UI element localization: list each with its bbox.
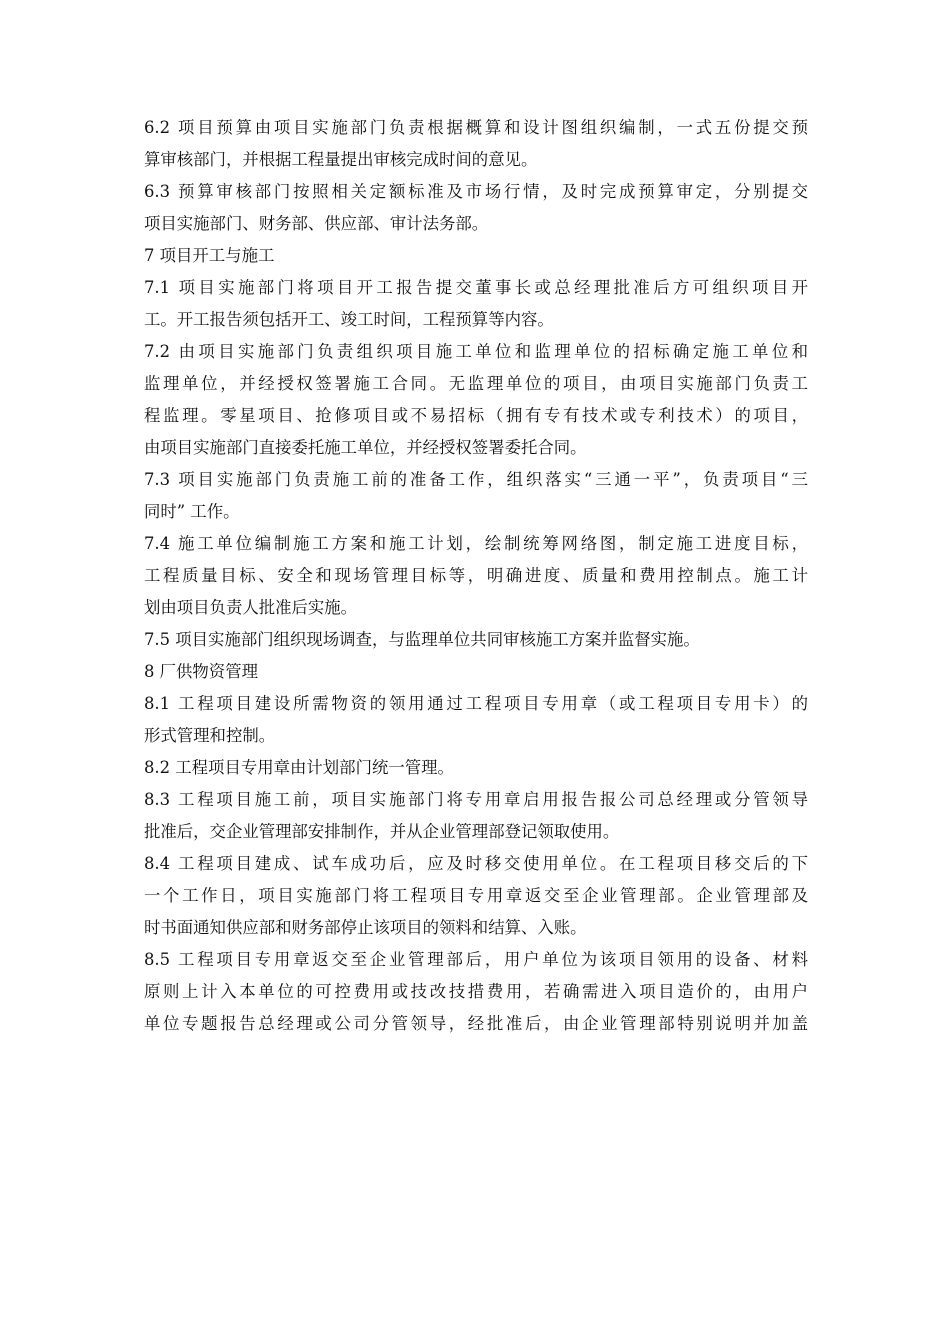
text-line: 程监理。零星项目、抢修项目或不易招标（拥有专有技术或专利技术）的项目， xyxy=(144,406,808,425)
text-line: 工。开工报告须包括开工、竣工时间，工程预算等内容。 xyxy=(144,310,554,329)
text-line: 形式管理和控制。 xyxy=(144,726,276,745)
text-line: 批准后，交企业管理部安排制作，并从企业管理部登记领取使用。 xyxy=(144,822,620,841)
text-line: 原则上计入本单位的可控费用或技改技措费用，若确需进入项目造价的，由用户 xyxy=(144,982,808,1001)
text-line: 工程质量目标、安全和现场管理目标等，明确进度、质量和费用控制点。施工计 xyxy=(144,566,808,585)
text-line: 8.5 工程项目专用章返交至企业管理部后，用户单位为该项目领用的设备、材料 xyxy=(144,950,808,969)
text-line: 时书面通知供应部和财务部停止该项目的领料和结算、入账。 xyxy=(144,918,587,937)
text-line: 划由项目负责人批准后实施。 xyxy=(144,598,358,617)
text-line: 8.2 工程项目专用章由计划部门统一管理。 xyxy=(144,758,454,777)
text-line: 7.4 施工单位编制施工方案和施工计划，绘制统筹网络图，制定施工进度目标， xyxy=(144,534,808,553)
text-line: 8.4 工程项目建成、试车成功后，应及时移交使用单位。在工程项目移交后的下 xyxy=(144,854,808,873)
text-line: 同时” 工作。 xyxy=(144,502,240,521)
text-line: 7.1 项目实施部门将项目开工报告提交董事长或总经理批准后方可组织项目开 xyxy=(144,278,808,297)
text-line: 6.2 项目预算由项目实施部门负责根据概算和设计图组织编制，一式五份提交预 xyxy=(144,118,808,137)
text-line: 7.3 项目实施部门负责施工前的准备工作，组织落实“三通一平”，负责项目“三 xyxy=(144,470,808,489)
text-line: 由项目实施部门直接委托施工单位，并经授权签署委托合同。 xyxy=(144,438,587,457)
text-line: 8 厂供物资管理 xyxy=(144,662,258,681)
text-line: 算审核部门，并根据工程量提出审核完成时间的意见。 xyxy=(144,150,538,169)
text-line: 单位专题报告总经理或公司分管领导，经批准后，由企业管理部特别说明并加盖 xyxy=(144,1014,808,1033)
text-line: 一个工作日，项目实施部门将工程项目专用章返交至企业管理部。企业管理部及 xyxy=(144,886,808,905)
text-line: 8.3 工程项目施工前，项目实施部门将专用章启用报告报公司总经理或分管领导 xyxy=(144,790,808,809)
document-body xyxy=(144,112,808,1040)
text-line: 监理单位，并经授权签署施工合同。无监理单位的项目，由项目实施部门负责工 xyxy=(144,374,808,393)
text-line: 7.2 由项目实施部门负责组织项目施工单位和监理单位的招标确定施工单位和 xyxy=(144,342,808,361)
text-line: 8.1 工程项目建设所需物资的领用通过工程项目专用章（或工程项目专用卡）的 xyxy=(144,694,808,713)
text-line: 7 项目开工与施工 xyxy=(144,246,275,265)
text-line: 项目实施部门、财务部、供应部、审计法务部。 xyxy=(144,214,489,233)
text-line: 6.3 预算审核部门按照相关定额标准及市场行情，及时完成预算审定，分别提交 xyxy=(144,182,808,201)
text-line: 7.5 项目实施部门组织现场调查，与监理单位共同审核施工方案并监督实施。 xyxy=(144,630,700,649)
